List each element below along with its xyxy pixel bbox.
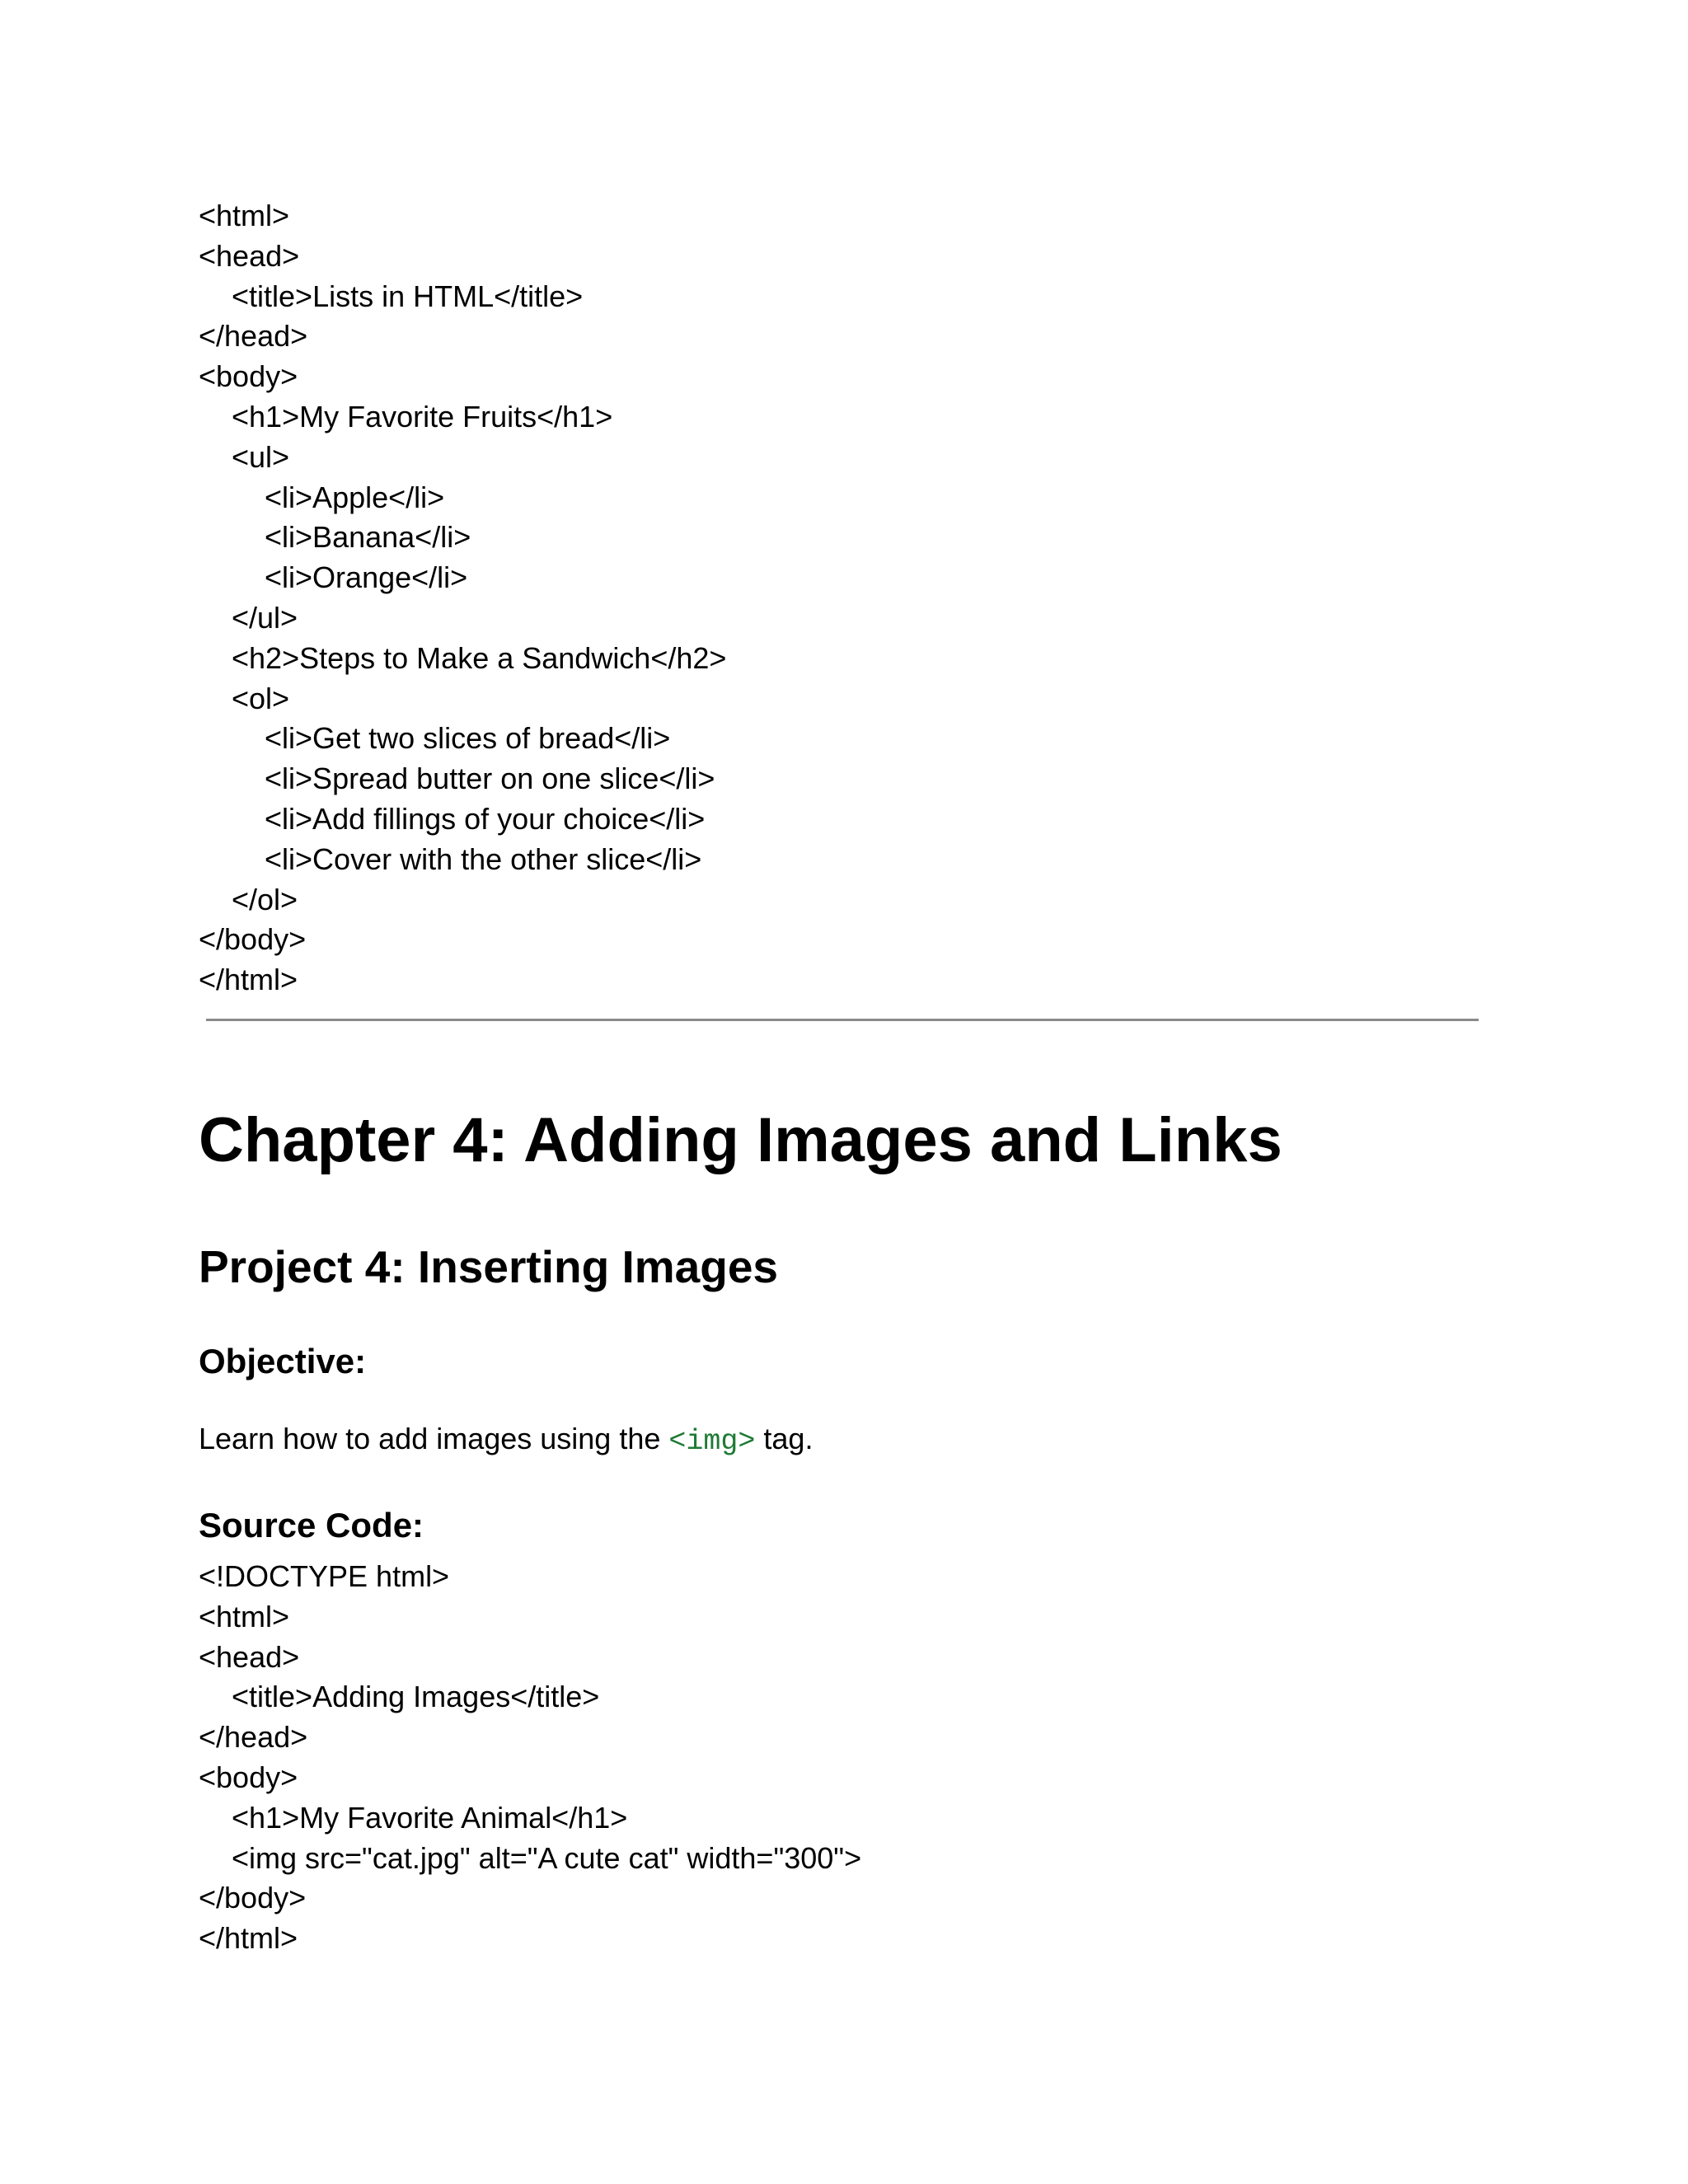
code-line: <title>Lists in HTML</title> — [199, 279, 584, 313]
code-line: <body> — [199, 1760, 298, 1794]
code-line: <li>Cover with the other slice</li> — [199, 841, 702, 876]
code-line: <!DOCTYPE html> — [199, 1559, 450, 1593]
code-line: <html> — [199, 1599, 290, 1633]
objective-text-before: Learn how to add images using the — [199, 1422, 669, 1455]
code-line: <ul> — [199, 439, 290, 474]
code-line: <h2>Steps to Make a Sandwich</h2> — [199, 640, 727, 675]
code-line: <li>Apple</li> — [199, 480, 445, 514]
code-line: </ul> — [199, 600, 298, 635]
code-line: </ol> — [199, 882, 298, 916]
code-line: <head> — [199, 238, 300, 273]
code-line: <li>Banana</li> — [199, 520, 471, 555]
chapter-title: Chapter 4: Adding Images and Links — [199, 1105, 1282, 1175]
code-line: <li>Get two slices of bread</li> — [199, 721, 671, 756]
code-line: <li>Spread butter on one slice</li> — [199, 762, 715, 796]
code-line: </body> — [199, 1881, 307, 1915]
code-line: <head> — [199, 1639, 300, 1674]
project-title: Project 4: Inserting Images — [199, 1241, 778, 1292]
inline-code-img-tag: <img> — [668, 1425, 756, 1458]
code-line: <html> — [199, 199, 290, 232]
code-line: <img src="cat.jpg" alt="A cute cat" width="300"> — [199, 1840, 862, 1875]
code-line: <body> — [199, 359, 298, 394]
objective-text-after: tag. — [755, 1422, 814, 1455]
objective-heading: Objective: — [199, 1342, 367, 1380]
code-line: <title>Adding Images</title> — [199, 1680, 600, 1714]
code-line: <h1>My Favorite Animal</h1> — [199, 1800, 628, 1835]
code-line: </head> — [199, 1720, 308, 1755]
horizontal-divider — [206, 1019, 1479, 1021]
code-line: <li>Orange</li> — [199, 560, 468, 595]
code-block-lists — [199, 196, 726, 1001]
code-block-images — [199, 1557, 861, 1959]
code-line: <h1>My Favorite Fruits</h1> — [199, 399, 613, 434]
code-line: </body> — [199, 922, 307, 957]
code-line: <li>Add fillings of your choice</li> — [199, 801, 706, 836]
code-line: </html> — [199, 963, 298, 997]
source-code-heading: Source Code: — [199, 1506, 424, 1544]
code-line: <ol> — [199, 681, 290, 715]
code-line: </head> — [199, 319, 308, 354]
code-line: </html> — [199, 1921, 298, 1956]
objective-text — [199, 1420, 813, 1461]
